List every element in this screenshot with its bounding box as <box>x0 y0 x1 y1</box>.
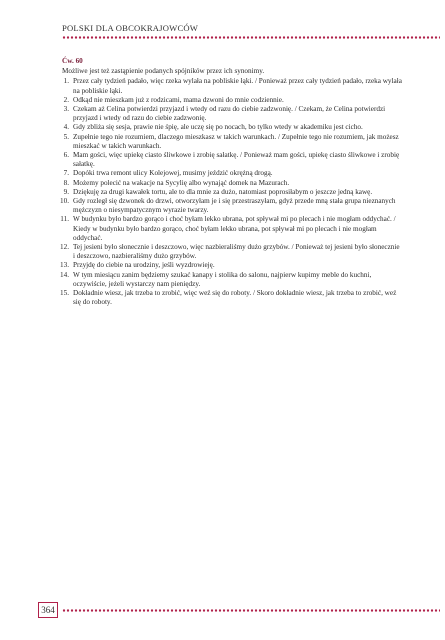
answer-text: Gdy rozległ się dzwonek do drzwi, otworzyłam je i się przestraszyłam, gdyż przede mną stała grupa nieznanych mężczyzn o niesympatycznym wyrazie twarzy. <box>73 197 396 215</box>
answer-text: Mam gości, więc upiekę ciasto śliwkowe i zrobię sałatkę. / Ponieważ mam gości, upiekę ciasto śliwkowe i zrobię sałatkę. <box>73 151 400 169</box>
answer-number: 11. <box>60 215 69 224</box>
answer-number: 10. <box>60 197 69 206</box>
answer-number: 14. <box>60 270 69 279</box>
answer-item <box>62 169 403 178</box>
answer-item <box>62 261 403 270</box>
answer-text: Zupełnie tego nie rozumiem, dlaczego mieszkasz w takich warunkach. / Zupełnie tego nie rozumiem, jak możesz mieszkać w takich warunkach. <box>73 132 399 150</box>
answer-item <box>62 188 403 197</box>
answer-number: 4. <box>63 123 69 132</box>
footer-dotted-rule <box>62 609 440 612</box>
answer-item <box>62 96 403 105</box>
answer-number: 6. <box>63 151 69 160</box>
answer-text: Możemy polecić na wakacje na Sycylię albo wynająć domek na Mazurach. <box>73 178 290 187</box>
answer-text: Tej jesieni było słonecznie i deszczowo, więc nazbieraliśmy dużo grzybów. / Ponieważ tej jesieni było słonecznie i deszczowo, nazbieraliśmy dużo grzybów. <box>73 243 400 261</box>
answer-number: 7. <box>63 169 69 178</box>
answer-text: Przyjdę do ciebie na urodziny, jeśli wyzdrowieję. <box>73 261 215 270</box>
exercise-title: Ćw. 60 <box>62 57 83 65</box>
answer-text: Odkąd nie mieszkam już z rodzicami, mama dzwoni do mnie codziennie. <box>73 95 284 104</box>
answer-item <box>62 197 403 215</box>
answer-number: 5. <box>63 132 69 141</box>
answer-item <box>62 289 403 307</box>
page-number: 364 <box>38 602 58 618</box>
answer-text: Dokładnie wiesz, jak trzeba to zrobić, więc weź się do roboty. / Skoro dokładnie wiesz, jak trzeba to zrobić, weź się do roboty. <box>73 289 397 307</box>
answer-item <box>62 123 403 132</box>
exercise-section <box>62 57 403 307</box>
answer-text: Dopóki trwa remont ulicy Kolejowej, musimy jeździć okrężną drogą. <box>73 169 273 178</box>
answer-number: 12. <box>60 243 69 252</box>
running-header-title: POLSKI DLA OBCOKRAJOWCÓW <box>62 23 199 33</box>
answer-item <box>62 105 403 123</box>
answer-text: W tym miesiącu zanim będziemy szukać kanapy i stolika do salonu, najpierw kupimy meble do kuchni, oczywiście, jeżeli wystarczy nam pieniędzy. <box>73 270 372 288</box>
answer-number: 13. <box>60 261 69 270</box>
answer-item <box>62 271 403 289</box>
answer-list <box>62 77 403 307</box>
answer-item <box>62 151 403 169</box>
answer-item <box>62 179 403 188</box>
answer-number: 15. <box>60 289 69 298</box>
answer-text: Przez cały tydzień padało, więc rzeka wylała na pobliskie łąki. / Ponieważ przez cały tydzień padało, rzeka wylała na pobliskie łąki. <box>73 77 402 95</box>
exercise-intro: Możliwe jest też zastąpienie podanych spójników przez ich synonimy. <box>62 67 265 76</box>
answer-item <box>62 133 403 151</box>
answer-number: 2. <box>63 95 69 104</box>
answer-item <box>62 215 403 243</box>
answer-text: Gdy zbliża się sesja, prawie nie śpię, ale uczę się po nocach, bo tylko wtedy w akademiku jest cicho. <box>73 123 363 132</box>
header-dotted-rule <box>62 36 440 39</box>
answer-text: Dziękuję za drugi kawałek tortu, ale to dla mnie za dużo, natomiast poprosiłabym o jeszcze jedną kawę. <box>73 187 373 196</box>
answer-item <box>62 243 403 261</box>
answer-number: 8. <box>63 178 69 187</box>
answer-number: 1. <box>63 77 69 86</box>
answer-text: W budynku było bardzo gorąco i choć byłam lekko ubrana, pot spływał mi po plecach i nie mogłam oddychać. / Kiedy w budynku było bardzo gorąco, choć byłam lekko ubrana, pot spływał mi po plecach i nie mogłam oddychać. <box>73 215 396 242</box>
answer-text: Czekam aż Celina potwierdzi przyjazd i wtedy od razu do ciebie zadzwonię. / Czekam, że Celina potwierdzi przyjazd i wtedy od razu do ciebie zadzwonię. <box>73 105 386 123</box>
answer-number: 9. <box>63 187 69 196</box>
answer-number: 3. <box>63 105 69 114</box>
answer-item <box>62 77 403 95</box>
